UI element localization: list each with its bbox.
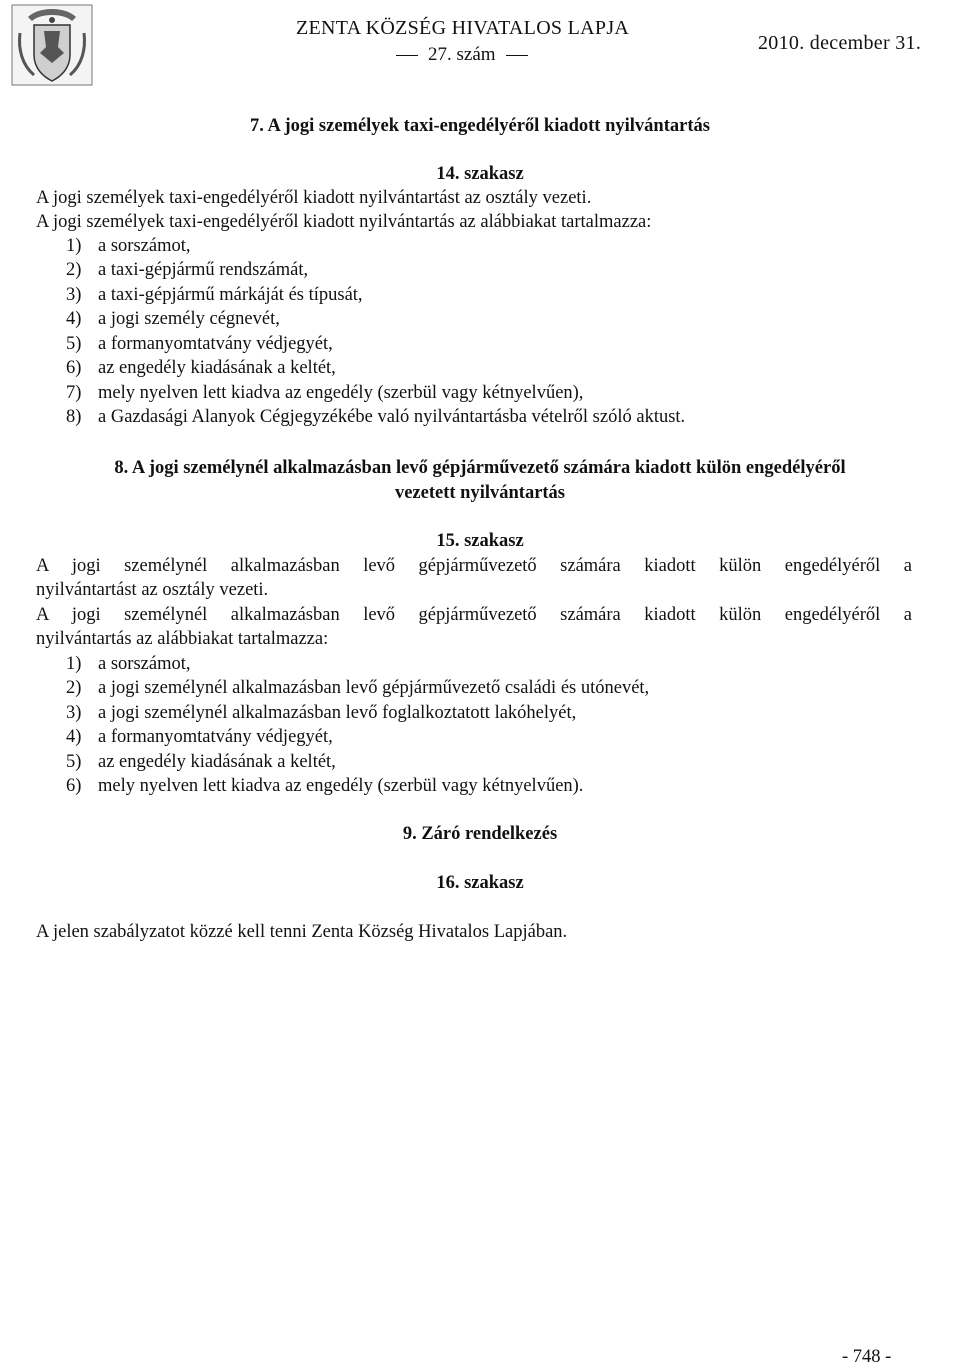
list-item: 4) a formanyomtatvány védjegyét, xyxy=(66,727,333,747)
list-item: 3) a jogi személynél alkalmazásban levő foglalkoztatott lakóhelyét, xyxy=(66,703,577,723)
list-item: 6) mely nyelven lett kiadva az engedély (szerbül vagy kétnyelvűen). xyxy=(66,776,584,796)
list-item: 5) az engedély kiadásának a keltét, xyxy=(66,752,336,772)
list-item: 6) az engedély kiadásának a keltét, xyxy=(66,358,336,378)
section-8-paragraph-1-line-2: nyilvántartást az osztály vezeti. xyxy=(36,580,269,600)
page-number: - 748 - xyxy=(842,1347,892,1367)
list-item: 2) a taxi-gépjármű rendszámát, xyxy=(66,260,309,280)
section-7-heading: 7. A jogi személyek taxi-engedélyéről kiadott nyilvántartás xyxy=(250,116,710,136)
list-item: 8) a Gazdasági Alanyok Cégjegyzékébe való nyilvántartásba vételről szóló aktust. xyxy=(66,407,686,427)
dash-right xyxy=(506,55,528,56)
journal-title: ZENTA KÖZSÉG HIVATALOS LAPJA xyxy=(296,17,630,39)
list-item: 2) a jogi személynél alkalmazásban levő gépjárművezető családi és utónevét, xyxy=(66,678,650,698)
list-item: 1) a sorszámot, xyxy=(66,236,191,256)
coat-of-arms-icon xyxy=(10,3,94,87)
article-15-title: 15. szakasz xyxy=(436,531,524,551)
section-9-paragraph: A jelen szabályzatot közzé kell tenni Zenta Község Hivatalos Lapjában. xyxy=(36,922,568,942)
section-8-heading-line-2: vezetett nyilvántartás xyxy=(394,483,566,503)
section-7-paragraph-1: A jogi személyek taxi-engedélyéről kiadott nyilvántartást az osztály vezeti. xyxy=(36,188,592,208)
section-8-heading-line-1: 8. A jogi személynél alkalmazásban levő gépjárművezető számára kiadott külön engedélyéről xyxy=(114,458,846,478)
list-item: 5) a formanyomtatvány védjegyét, xyxy=(66,334,333,354)
section-9-heading: 9. Záró rendelkezés xyxy=(402,824,558,844)
article-16-title: 16. szakasz xyxy=(436,873,524,893)
list-item: 1) a sorszámot, xyxy=(66,654,191,674)
issue-number xyxy=(386,44,538,66)
section-8-paragraph-2-line-2: nyilvántartás az alábbiakat tartalmazza: xyxy=(36,629,329,649)
article-14-title: 14. szakasz xyxy=(436,164,524,184)
issue-label: 27. szám xyxy=(428,44,496,65)
list-item: 3) a taxi-gépjármű márkáját és típusát, xyxy=(66,285,363,305)
list-item: 7) mely nyelven lett kiadva az engedély (szerbül vagy kétnyelvűen), xyxy=(66,383,584,403)
section-7-paragraph-2: A jogi személyek taxi-engedélyéről kiadott nyilvántartás az alábbiakat tartalmazza: xyxy=(36,212,652,232)
section-8-paragraph-2-line-1: A jogi személynél alkalmazásban levő gépjárművezető számára kiadott külön engedélyéről a xyxy=(36,605,912,625)
issue-date: 2010. december 31. xyxy=(758,32,922,54)
section-8-paragraph-1-line-1: A jogi személynél alkalmazásban levő gépjárművezető számára kiadott külön engedélyéről a xyxy=(36,556,912,576)
dash-left xyxy=(396,55,418,56)
list-item: 4) a jogi személy cégnevét, xyxy=(66,309,280,329)
